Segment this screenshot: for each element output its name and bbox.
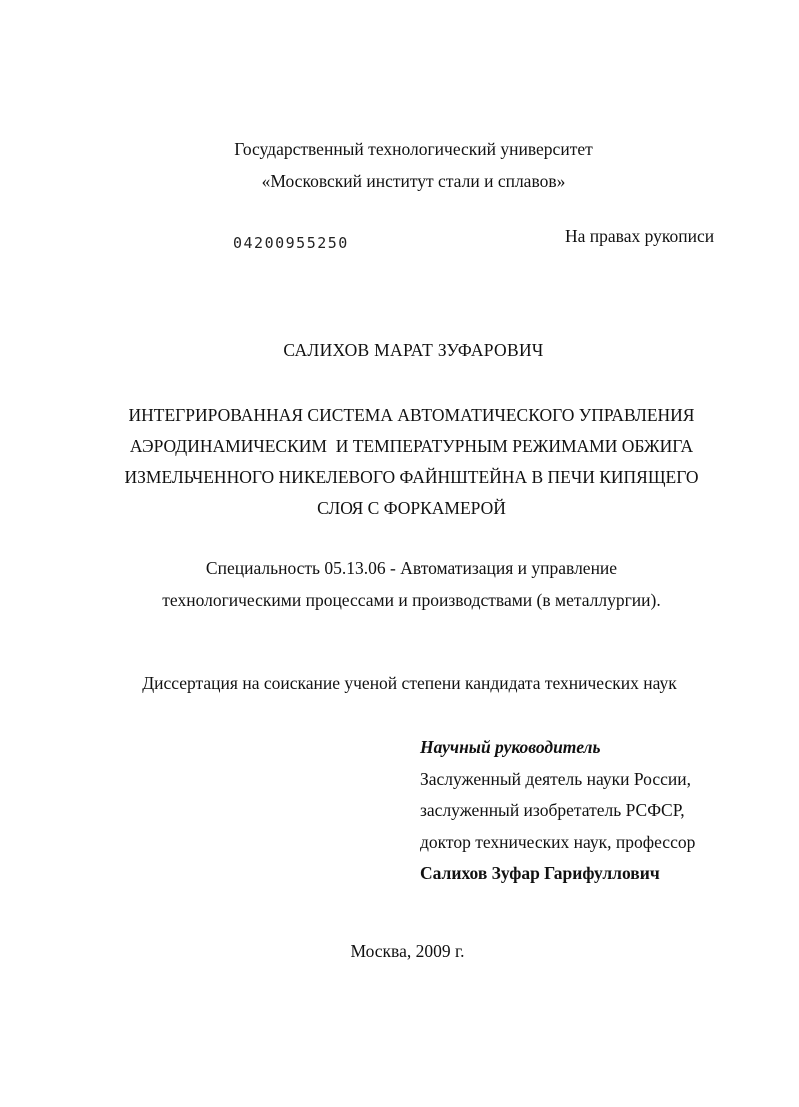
university-block [14,133,799,197]
supervisor-title: заслуженный изобретатель РСФСР, [420,800,685,820]
document-number: 04200955250 [233,234,349,252]
supervisor-block [420,732,695,890]
title-line: ИЗМЕЛЬЧЕННОГО НИКЕЛЕВОГО ФАЙНШТЕЙНА В ПЕЧИ КИПЯЩЕГО [124,467,699,487]
university-name: Государственный технологический университет [234,139,593,159]
author-name: САЛИХОВ МАРАТ ЗУФАРОВИЧ [283,340,544,360]
dissertation-title [12,400,799,524]
supervisor-title: Заслуженный деятель науки России, [420,768,691,789]
title-line: АЭРОДИНАМИЧЕСКИМ И ТЕМПЕРАТУРНЫМ РЕЖИМАМИ ОБЖИГА [129,436,694,456]
supervisor-title: доктор технических наук, профессор [420,831,696,852]
specialty-line: технологическими процессами и производствами (в металлургии). [162,590,661,610]
supervisor-heading: Научный руководитель [420,737,601,757]
title-line: СЛОЯ С ФОРКАМЕРОЙ [317,498,506,518]
supervisor-name: Салихов Зуфар Гарифуллович [420,863,660,883]
specialty-block [12,552,799,616]
title-line: ИНТЕГРИРОВАННАЯ СИСТЕМА АВТОМАТИЧЕСКОГО УПРАВЛЕНИЯ [128,405,695,425]
place-year: Москва, 2009 г. [350,941,465,961]
institute-name: «Московский институт стали и сплавов» [261,171,566,191]
specialty-line: Специальность 05.13.06 - Автоматизация и управление [205,558,618,578]
dissertation-note: Диссертация на соискание ученой степени кандидата технических наук [142,673,677,693]
rights-note: На правах рукописи [565,226,715,246]
